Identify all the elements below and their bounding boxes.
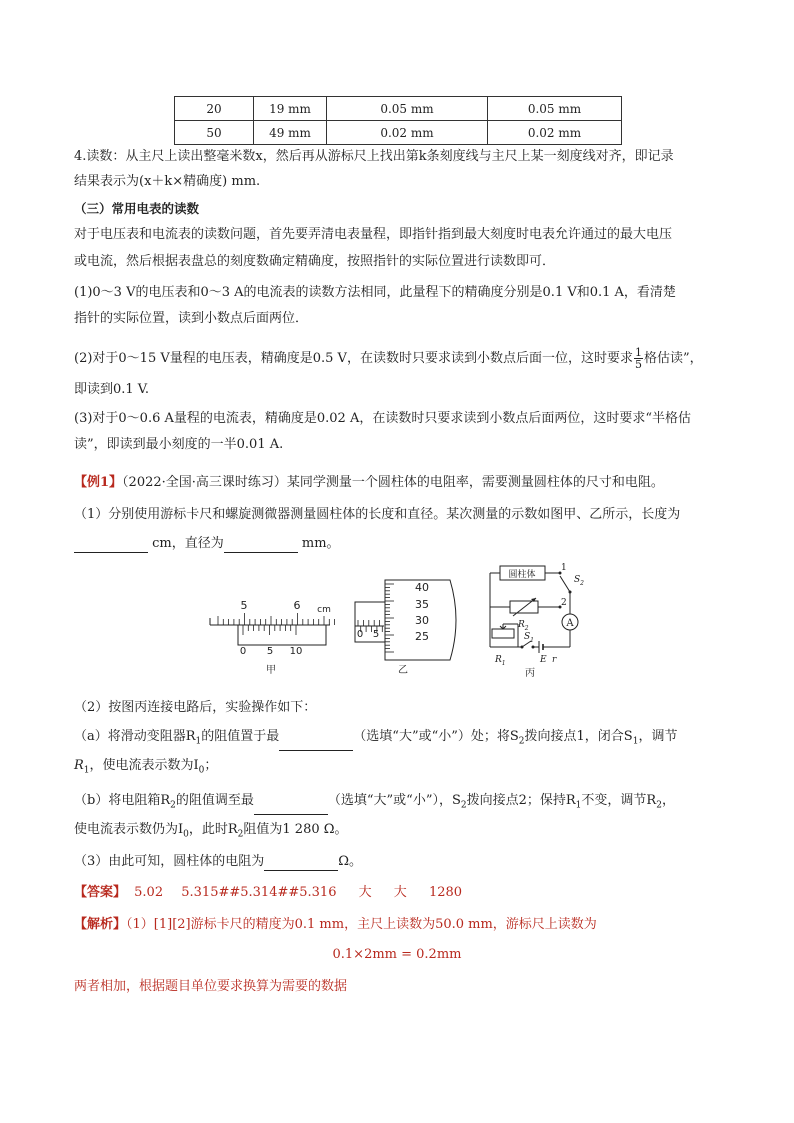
paragraph-line bbox=[74, 347, 703, 370]
table-cell: 0.02 mm bbox=[327, 121, 488, 145]
table-cell: 0.02 mm bbox=[488, 121, 622, 145]
r2-label: $R_2$ bbox=[518, 620, 529, 632]
caliper-unit-label: cm bbox=[317, 605, 331, 615]
r1-label: $R_1$ bbox=[495, 655, 506, 667]
example-tag: 【例1】 bbox=[74, 475, 123, 490]
paragraph-line: 对于电压表和电流表的读数问题，首先要弄清电表量程，即指针指到最大刻度时电表允许通过的最大电压 bbox=[74, 227, 673, 242]
text-span: mm。 bbox=[301, 536, 340, 551]
subscript: 1 bbox=[632, 736, 639, 747]
s1-label: $S_1$ bbox=[524, 632, 534, 644]
text-span: ，使电流表示数为I bbox=[89, 758, 199, 773]
text-span: （a）将滑动变阻器R bbox=[74, 729, 196, 744]
answer-blank bbox=[279, 736, 353, 751]
table-row bbox=[175, 121, 622, 145]
subscript: 0 bbox=[183, 829, 189, 840]
paragraph-line: 或电流，然后根据表盘总的刻度数确定精确度，按照指针的实际位置进行读数即可． bbox=[74, 254, 556, 269]
subscript: 1 bbox=[575, 800, 582, 811]
node-1-label: 1 bbox=[561, 563, 567, 573]
node-2-label: 2 bbox=[561, 598, 567, 608]
answer-line bbox=[74, 884, 462, 902]
answer-value: 大 bbox=[393, 885, 407, 900]
question-line bbox=[74, 728, 677, 751]
analysis-formula: 0.1×2mm = 0.2mm bbox=[332, 947, 462, 962]
question-line bbox=[74, 853, 362, 871]
text-span: 不变，调节R bbox=[581, 793, 657, 808]
circuit-figure bbox=[490, 563, 584, 679]
table-cell: 19 mm bbox=[254, 97, 327, 121]
answer-blank bbox=[254, 800, 328, 815]
question-line bbox=[74, 821, 348, 844]
micrometer-figure bbox=[355, 580, 456, 676]
circuit-caption: 丙 bbox=[525, 668, 535, 679]
example-stem: （2022·全国·高三课时练习）某同学测量一个圆柱体的电阻率，需要测量圆柱体的尺寸和电阻。 bbox=[122, 475, 664, 490]
fraction-denominator: 5 bbox=[634, 358, 642, 371]
question-line: （2）按图丙连接电路后，实验操作如下： bbox=[74, 700, 317, 715]
answer-blank bbox=[74, 538, 148, 553]
table-cell: 20 bbox=[175, 97, 254, 121]
text-span: 的阻值调至最 bbox=[175, 793, 254, 808]
answer-tag: 【答案】 bbox=[74, 885, 127, 900]
text-span: cm，直径为 bbox=[152, 536, 224, 551]
internal-resistance-label: r bbox=[552, 655, 557, 665]
figures bbox=[200, 562, 600, 687]
table-row bbox=[175, 97, 622, 121]
analysis-line bbox=[74, 916, 597, 934]
subscript: 1 bbox=[195, 736, 202, 747]
micrometer-thimble-label: 25 bbox=[415, 630, 429, 643]
text-span: 阻值为1 280 Ω。 bbox=[243, 822, 348, 837]
analysis-conclusion: 两者相加，根据题目单位要求换算为需要的数据 bbox=[74, 979, 348, 994]
text-span: ，此时R bbox=[188, 822, 238, 837]
answer-value: 5.02 bbox=[134, 885, 164, 900]
subscript: 2 bbox=[170, 800, 176, 811]
text-span: （选填“大”或“小”）处；将S bbox=[353, 729, 519, 744]
caliper-vernier-tick-label: 0 bbox=[239, 646, 247, 657]
paragraph-line: 指针的实际位置，读到小数点后面两位． bbox=[74, 311, 309, 326]
subscript: 2 bbox=[460, 800, 467, 811]
text-span: 拨向接点2；保持R bbox=[466, 793, 576, 808]
caliper-main-tick-label: 5 bbox=[240, 599, 248, 612]
text-span: R bbox=[74, 758, 84, 773]
table-cell: 0.05 mm bbox=[488, 97, 622, 121]
cylinder-label: 圆柱体 bbox=[508, 570, 536, 580]
text-span: 拨向接点1，闭合S bbox=[524, 729, 633, 744]
question-line bbox=[74, 535, 340, 553]
ammeter-label: A bbox=[566, 618, 574, 629]
answer-blank bbox=[224, 538, 298, 553]
text-span: 的阻值置于最 bbox=[201, 729, 280, 744]
micrometer-caption: 乙 bbox=[398, 665, 408, 676]
answer-value: 大 bbox=[358, 885, 372, 900]
reading-line-1: 4.读数：从主尺上读出整毫米数x，然后再从游标尺上找出第k条刻度线与主尺上某一刻度线对齐，即记录 bbox=[74, 149, 674, 164]
text-span: ； bbox=[204, 758, 218, 773]
text-span: （b）将电阻箱R bbox=[74, 793, 171, 808]
vernier-caliper-figure bbox=[210, 599, 335, 676]
text-span: 使电流表示数仍为I bbox=[74, 822, 184, 837]
text-span: （3）由此可知，圆柱体的电阻为 bbox=[74, 854, 265, 869]
subscript: 2 bbox=[518, 736, 525, 747]
paragraph-line: 即读到0.1 V. bbox=[74, 382, 150, 397]
subscript: 2 bbox=[237, 829, 244, 840]
subscript: 2 bbox=[656, 800, 662, 811]
subscript: 0 bbox=[198, 765, 205, 776]
question-line bbox=[74, 792, 675, 815]
analysis-tag: 【解析】 bbox=[74, 917, 127, 932]
micrometer-sleeve-label: 0 bbox=[356, 629, 364, 640]
question-line: （1）分别使用游标卡尺和螺旋测微器测量圆柱体的长度和直径。某次测量的示数如图甲、乙所示，长度为 bbox=[74, 507, 681, 522]
vernier-table bbox=[174, 96, 622, 145]
answer-value: 1280 bbox=[428, 885, 463, 900]
paragraph-line: (1)0～3 V的电压表和0～3 A的电流表的读数方法相同，此量程下的精确度分别是0.1 V和0.1 A，看清楚 bbox=[74, 285, 676, 300]
micrometer-thimble-label: 40 bbox=[415, 581, 429, 594]
text-span: （选填“大”或“小”），S bbox=[327, 793, 461, 808]
example-stem-line bbox=[74, 474, 664, 492]
s2-label: $S_2$ bbox=[574, 575, 584, 587]
analysis-text: （1）[1][2]游标卡尺的精度为0.1 mm，主尺上读数为50.0 mm，游标尺上读数为 bbox=[126, 917, 597, 932]
fraction bbox=[634, 347, 643, 370]
text-span: (2)对于0～15 V量程的电压表，精确度是0.5 V，在读数时只要求读到小数点后面一位，这时要求 bbox=[74, 351, 633, 366]
rheostat bbox=[492, 629, 514, 638]
text-span: Ω。 bbox=[338, 854, 363, 869]
table-cell: 0.05 mm bbox=[327, 97, 488, 121]
paragraph-line: (3)对于0～0.6 A量程的电流表，精确度是0.02 A，在读数时只要求读到小数点后面两位，这时要求“半格估 bbox=[74, 411, 691, 426]
text-span: ，调节 bbox=[638, 729, 678, 744]
table-cell: 50 bbox=[175, 121, 254, 145]
text-span: ， bbox=[661, 793, 675, 808]
micrometer-sleeve-label: 5 bbox=[372, 629, 380, 640]
text-span: 格估读”， bbox=[643, 351, 703, 366]
emf-label: E bbox=[540, 655, 547, 665]
answer-value: 5.315##5.314##5.316 bbox=[181, 885, 337, 900]
table-cell: 49 mm bbox=[254, 121, 327, 145]
subscript: 1 bbox=[83, 765, 90, 776]
caliper-caption: 甲 bbox=[266, 665, 276, 676]
paragraph-line: 读”，即读到最小刻度的一半0.01 A. bbox=[74, 437, 284, 452]
caliper-vernier-tick-label: 10 bbox=[289, 646, 303, 657]
caliper-vernier-tick-label: 5 bbox=[266, 646, 274, 657]
micrometer-thimble-label: 30 bbox=[415, 614, 429, 627]
answer-blank bbox=[264, 856, 338, 871]
reading-line-2: 结果表示为(x＋k×精确度) mm. bbox=[74, 174, 261, 189]
fraction-numerator: 1 bbox=[634, 346, 642, 359]
micrometer-thimble-label: 35 bbox=[415, 598, 429, 611]
caliper-main-tick-label: 6 bbox=[293, 599, 301, 612]
section-heading: （三）常用电表的读数 bbox=[74, 201, 200, 216]
question-line bbox=[74, 757, 217, 780]
